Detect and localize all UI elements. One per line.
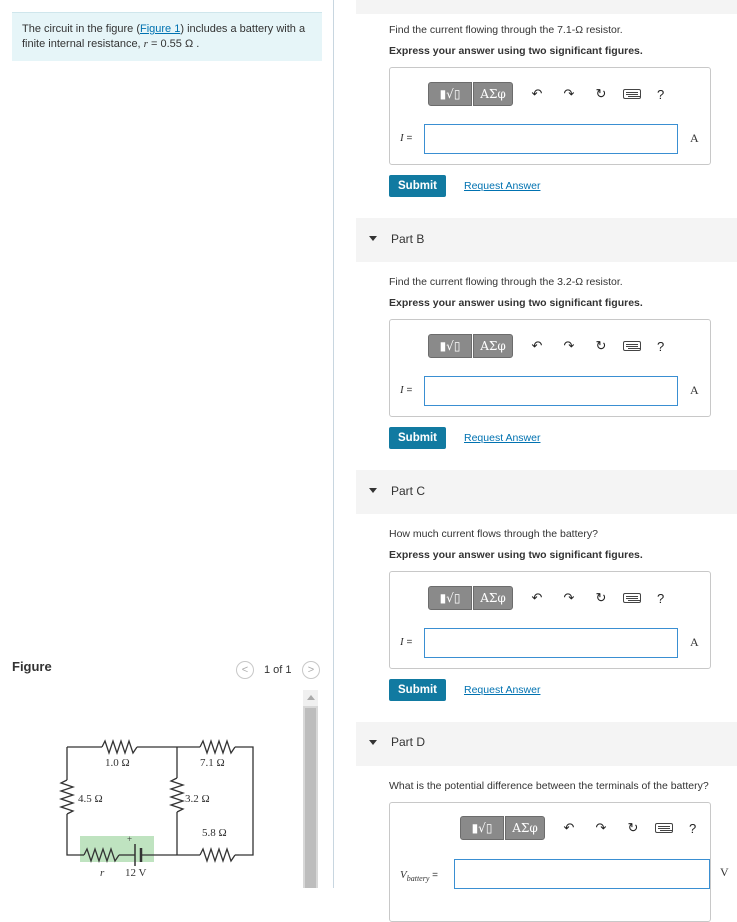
fraction-sqrt-icon: ▮√▯ — [439, 339, 461, 353]
part-b-answer-input[interactable] — [424, 376, 678, 406]
column-divider — [333, 0, 334, 888]
part-d-toolbar — [460, 815, 696, 841]
circuit-diagram — [50, 730, 260, 888]
part-c-submit-button[interactable]: Submit — [389, 679, 446, 701]
part-b-toolbar — [428, 333, 664, 359]
label-r1: 1.0 Ω — [105, 757, 130, 769]
help-icon[interactable]: ? — [657, 86, 665, 102]
label-r4: 3.2 Ω — [185, 793, 210, 805]
label-r3: 4.5 Ω — [78, 793, 103, 805]
undo-icon[interactable]: ↶ — [563, 820, 575, 835]
part-a-question: Find the current flowing through the 7.1-Ω resistor. — [389, 24, 623, 36]
help-icon[interactable]: ? — [657, 338, 665, 354]
part-d-header[interactable] — [356, 722, 737, 766]
undo-icon[interactable]: ↶ — [531, 338, 543, 353]
unit-label: A — [690, 635, 699, 649]
collapse-triangle-icon — [369, 740, 377, 745]
label-r-internal: r — [100, 867, 105, 879]
undo-icon[interactable]: ↶ — [531, 590, 543, 605]
part-d-question: What is the potential difference between the terminals of the battery? — [389, 780, 709, 792]
part-b-instruction: Express your answer using two significant figures. — [389, 297, 643, 309]
part-c-request-answer-link[interactable]: Request Answer — [464, 684, 541, 696]
keyboard-icon[interactable] — [655, 823, 673, 833]
part-c-toolbar — [428, 585, 664, 611]
part-c-instruction: Express your answer using two significant figures. — [389, 549, 643, 561]
collapse-triangle-icon — [369, 236, 377, 241]
fraction-sqrt-icon: ▮√▯ — [439, 591, 461, 605]
prev-figure-button[interactable]: < — [236, 661, 254, 679]
part-c-question: How much current flows through the battery? — [389, 528, 598, 540]
figure-link[interactable]: Figure 1 — [140, 23, 181, 35]
reset-icon[interactable]: ↻ — [595, 86, 607, 101]
unit-label: A — [690, 383, 699, 397]
undo-icon[interactable]: ↶ — [531, 86, 543, 101]
redo-icon[interactable]: ↷ — [595, 820, 607, 835]
problem-text: The circuit in the figure (Figure 1) includes a battery with a finite internal resistance, r = 0.55 Ω . — [22, 23, 306, 50]
templates-button[interactable] — [428, 334, 472, 358]
part-a-toolbar — [428, 81, 664, 107]
part-a-instruction: Express your answer using two significant figures. — [389, 45, 643, 57]
help-icon[interactable]: ? — [689, 820, 697, 836]
label-r2: 7.1 Ω — [200, 757, 225, 769]
templates-button[interactable] — [428, 82, 472, 106]
templates-button[interactable] — [460, 816, 504, 840]
part-b-title: Part B — [391, 232, 425, 246]
part-a-answer-box — [389, 67, 711, 165]
help-icon[interactable]: ? — [657, 590, 665, 606]
part-a-header[interactable] — [356, 0, 737, 14]
part-a-answer-input[interactable] — [424, 124, 678, 154]
keyboard-icon[interactable] — [623, 89, 641, 99]
redo-icon[interactable]: ↷ — [563, 338, 575, 353]
greek-symbols-button[interactable]: ΑΣφ — [473, 334, 513, 358]
part-a-submit-button[interactable]: Submit — [389, 175, 446, 197]
part-d-answer-input[interactable] — [454, 859, 710, 889]
scroll-thumb[interactable] — [305, 708, 316, 888]
reset-icon[interactable]: ↻ — [595, 338, 607, 353]
collapse-triangle-icon — [369, 488, 377, 493]
reset-icon[interactable]: ↻ — [627, 820, 639, 835]
part-c-title: Part C — [391, 484, 426, 498]
next-figure-button[interactable]: > — [302, 661, 320, 679]
unit-label: V — [720, 865, 729, 879]
answer-variable: I = — [400, 132, 413, 144]
unit-label: A — [690, 131, 699, 145]
part-b-request-answer-link[interactable]: Request Answer — [464, 432, 541, 444]
answer-variable: I = — [400, 636, 413, 648]
redo-icon[interactable]: ↷ — [563, 86, 575, 101]
figure-pager: 1 of 1 — [264, 664, 292, 676]
keyboard-icon[interactable] — [623, 341, 641, 351]
part-b-answer-box — [389, 319, 711, 417]
greek-symbols-button[interactable]: ΑΣφ — [473, 82, 513, 106]
reset-icon[interactable]: ↻ — [595, 590, 607, 605]
keyboard-icon[interactable] — [623, 593, 641, 603]
problem-statement-box — [12, 12, 322, 61]
greek-symbols-button[interactable]: ΑΣφ — [473, 586, 513, 610]
part-d-title: Part D — [391, 735, 426, 749]
part-a-request-answer-link[interactable]: Request Answer — [464, 180, 541, 192]
figure-label: Figure — [12, 659, 52, 674]
fraction-sqrt-icon: ▮√▯ — [439, 87, 461, 101]
scroll-up-arrow[interactable] — [303, 690, 318, 706]
label-r5: 5.8 Ω — [202, 827, 227, 839]
answer-variable: $V_{battery}$ = — [400, 869, 439, 884]
greek-symbols-button[interactable]: ΑΣφ — [505, 816, 545, 840]
part-c-answer-input[interactable] — [424, 628, 678, 658]
part-d-answer-box — [389, 802, 729, 922]
label-plus: + — [127, 834, 133, 844]
part-c-answer-box — [389, 571, 711, 669]
redo-icon[interactable]: ↷ — [563, 590, 575, 605]
part-b-question: Find the current flowing through the 3.2-Ω resistor. — [389, 276, 623, 288]
part-b-header[interactable] — [356, 218, 737, 262]
answer-variable: I = — [400, 384, 413, 396]
part-b-submit-button[interactable]: Submit — [389, 427, 446, 449]
templates-button[interactable] — [428, 586, 472, 610]
label-emf: 12 V — [125, 867, 147, 879]
fraction-sqrt-icon: ▮√▯ — [471, 821, 493, 835]
part-c-header[interactable] — [356, 470, 737, 514]
